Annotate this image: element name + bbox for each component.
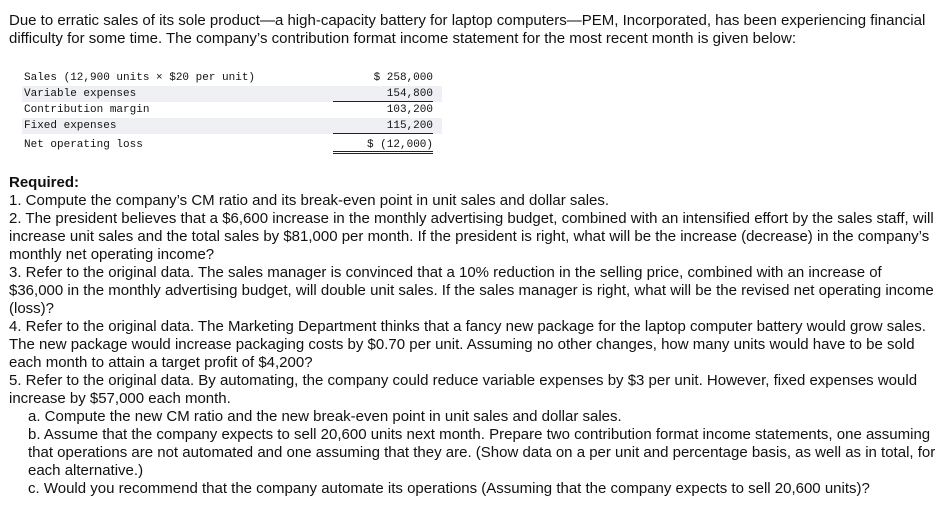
question-5a: a. Compute the new CM ratio and the new break-even point in unit sales and dollar sales. [28, 408, 622, 425]
fixed-expenses-row [22, 118, 442, 134]
question-5: 5. Refer to the original data. By automating, the company could reduce variable expenses by $3 per unit. However, fixed expenses would increase by $57,000 each month. [9, 372, 918, 407]
fixed-expenses-label: Fixed expenses [24, 120, 117, 132]
variable-expenses-row [22, 86, 442, 102]
sales-label: Sales (12,900 units × $20 per unit) [24, 72, 256, 84]
contribution-margin-label: Contribution margin [24, 104, 150, 116]
question-5c: c. Would you recommend that the company automate its operations (Assuming that the company expects to sell 20,600 units)? [28, 480, 870, 497]
question-4: 4. Refer to the original data. The Marketing Department thinks that a fancy new package for the laptop computer battery would grow sales. The new package would increase packaging costs by $0.70 per unit. Assuming no other changes, how many units would have to be sold each month to attain a target profit of $4,200? [9, 318, 926, 371]
net-operating-loss-amount: $ (12,000) [333, 137, 433, 154]
sales-row [22, 70, 442, 86]
question-3: 3. Refer to the original data. The sales manager is convinced that a 10% reduction in the selling price, combined with an increase of $36,000 in the monthly advertising budget, will double unit sales. If the sales manager is right, what will be the revised net operating income (loss)? [9, 264, 934, 317]
income-statement [22, 70, 442, 153]
question-5b: b. Assume that the company expects to sell 20,600 units next month. Prepare two contribution format income statements, one assuming that operations are not automated and one assuming that they are. (Show data on a per unit and percentage basis, as well as in total, for each alternative.) [28, 426, 936, 479]
question-2: 2. The president believes that a $6,600 increase in the monthly advertising budget, combined with an intensified effort by the sales staff, will increase unit sales and the total sales by $81,000 per month. If the president is right, what will be the increase (decrease) in the company’s monthly net operating income? [9, 210, 934, 263]
question-1: 1. Compute the company’s CM ratio and its break-even point in unit sales and dollar sales. [9, 192, 610, 209]
intro-paragraph: Due to erratic sales of its sole product—a high-capacity battery for laptop computers—PEM, Incorporated, has been experiencing financial difficulty for some time. The company’s contribution format income statement for the most recent month is given below: [9, 12, 926, 47]
variable-expenses-label: Variable expenses [24, 88, 137, 100]
net-operating-loss-row [22, 137, 442, 153]
contribution-margin-row [22, 102, 442, 118]
variable-expenses-amount: 154,800 [333, 86, 433, 102]
fixed-expenses-amount: 115,200 [333, 118, 433, 134]
required-title: Required: [9, 174, 80, 191]
required-section [9, 174, 939, 498]
contribution-margin-amount: 103,200 [386, 104, 433, 116]
sales-amount: $ 258,000 [373, 72, 433, 84]
net-operating-loss-label: Net operating loss [24, 139, 143, 151]
